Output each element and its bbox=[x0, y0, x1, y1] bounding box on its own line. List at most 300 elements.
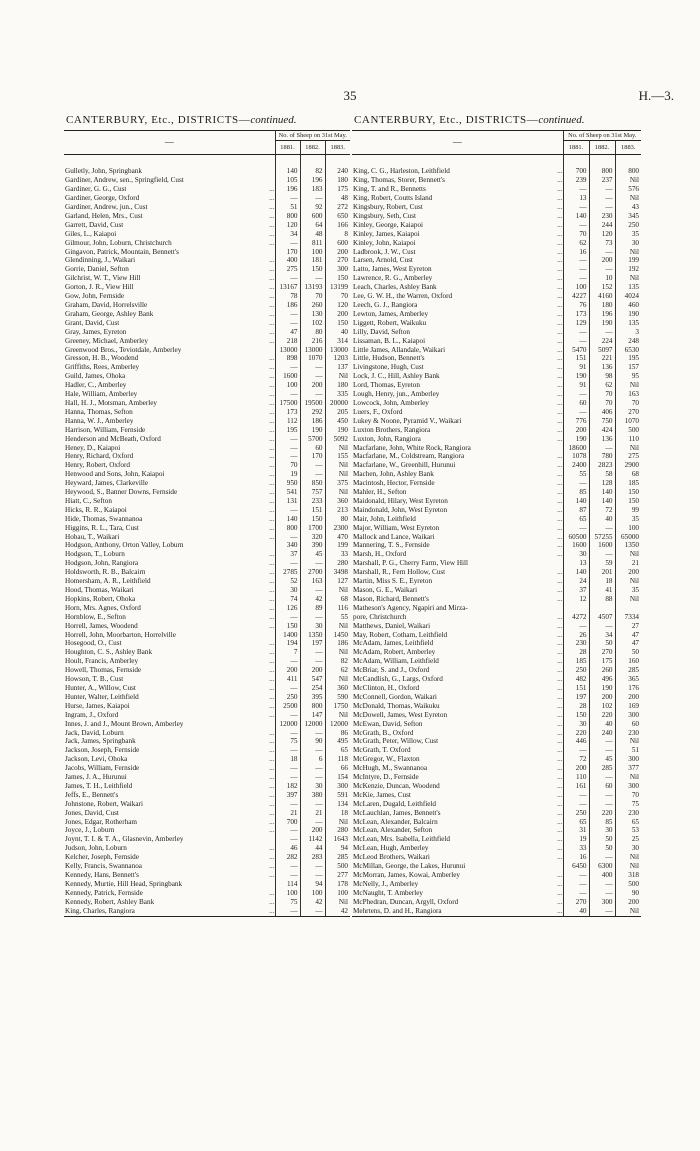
count-1882: 6300 bbox=[589, 862, 615, 871]
count-1883: 13199 bbox=[325, 283, 350, 292]
count-1882: — bbox=[589, 622, 615, 631]
leader-dots: ... bbox=[269, 817, 275, 826]
holder-name: Hiatt, C., Sefton bbox=[65, 496, 112, 505]
count-1882: 102 bbox=[300, 319, 325, 328]
table-row bbox=[352, 239, 641, 248]
count-1882: 5097 bbox=[589, 346, 615, 355]
count-1883: 300 bbox=[325, 265, 350, 274]
table-row bbox=[64, 622, 350, 631]
count-1881: — bbox=[275, 435, 300, 444]
table-row bbox=[64, 248, 350, 257]
holder-name: McLaren, Dugald, Leithfield bbox=[353, 799, 437, 808]
count-1881: — bbox=[275, 319, 300, 328]
count-1883: 70 bbox=[615, 399, 641, 408]
holder-name: McAdam, Robert, Amberley bbox=[353, 648, 436, 657]
holder-name: McLauchlan, James, Bennett's bbox=[353, 808, 441, 817]
count-1883: 150 bbox=[615, 488, 641, 497]
count-1882: 150 bbox=[300, 515, 325, 524]
leader-dots: ... bbox=[557, 630, 563, 639]
leader-dots: ... bbox=[557, 203, 563, 212]
table-row bbox=[64, 568, 350, 577]
count-1881: 397 bbox=[275, 791, 300, 800]
count-1883: 190 bbox=[325, 426, 350, 435]
count-1881: — bbox=[275, 363, 300, 372]
leader-dots: ... bbox=[269, 265, 275, 274]
holder-name: Gilmour, John, Loburn, Christchurch bbox=[65, 238, 172, 247]
table-row bbox=[64, 862, 350, 871]
holder-name: Gorton, J. R., View Hill bbox=[65, 283, 134, 292]
leader-dots: ... bbox=[557, 817, 563, 826]
table-row bbox=[352, 256, 641, 265]
count-1882: — bbox=[300, 194, 325, 203]
leader-dots: ... bbox=[557, 425, 563, 434]
holder-name: Kingsbury, Seth, Cust bbox=[353, 211, 417, 220]
left-table-body bbox=[64, 155, 350, 916]
leader-dots: ... bbox=[557, 692, 563, 701]
count-1881: 120 bbox=[275, 221, 300, 230]
year-header-1881: 1881. bbox=[275, 141, 300, 155]
leader-dots: ... bbox=[557, 238, 563, 247]
table-row bbox=[352, 533, 641, 542]
count-1881: 6450 bbox=[563, 862, 589, 871]
holder-name: McMillan, George, the Lakes, Hurunui bbox=[353, 862, 466, 871]
leader-dots: ... bbox=[269, 550, 275, 559]
count-1882: 128 bbox=[589, 479, 615, 488]
holder-name: Gilchrist, W. T., View Hill bbox=[65, 274, 141, 283]
holder-name: Maindonald, John, West Eyreton bbox=[353, 505, 448, 514]
count-1882: 136 bbox=[589, 363, 615, 372]
table-row bbox=[64, 310, 350, 319]
count-1881: 190 bbox=[563, 435, 589, 444]
count-1882: 18 bbox=[589, 577, 615, 586]
count-1883: 68 bbox=[615, 470, 641, 479]
count-1882: 220 bbox=[589, 711, 615, 720]
count-1881: 60500 bbox=[563, 533, 589, 542]
holder-name: McLean, Mrs. Isabella, Leithfield bbox=[353, 835, 450, 844]
count-1883: 127 bbox=[325, 577, 350, 586]
table-row bbox=[352, 372, 641, 381]
count-1881: 16 bbox=[563, 248, 589, 257]
holder-name: Mair, John, Leithfield bbox=[353, 514, 416, 523]
count-1883: 200 bbox=[615, 568, 641, 577]
count-1882: 163 bbox=[300, 577, 325, 586]
holder-name: Mehrtens, D. and H., Rangiora bbox=[353, 906, 442, 915]
table-row bbox=[64, 746, 350, 755]
count-1883: 110 bbox=[615, 435, 641, 444]
count-1883: Nil bbox=[615, 737, 641, 746]
count-1882: 757 bbox=[300, 488, 325, 497]
count-1881: — bbox=[563, 185, 589, 194]
holder-name: Houghton, C. S., Ashley Bank bbox=[65, 648, 153, 657]
table-row bbox=[64, 497, 350, 506]
count-1883: Nil bbox=[615, 907, 641, 916]
count-1883: 70 bbox=[325, 292, 350, 301]
leader-dots: ... bbox=[269, 666, 275, 675]
table-row bbox=[64, 684, 350, 693]
leader-dots: ... bbox=[269, 238, 275, 247]
count-1883: 95 bbox=[615, 372, 641, 381]
holder-name: McEwan, David, Sefton bbox=[353, 719, 423, 728]
table-row bbox=[352, 889, 641, 898]
count-1883: 345 bbox=[615, 212, 641, 221]
count-1881: 239 bbox=[563, 176, 589, 185]
holder-name: McLean, Alexander, Balcairn bbox=[353, 817, 438, 826]
count-1881: 1400 bbox=[275, 631, 300, 640]
count-1882: 200 bbox=[589, 256, 615, 265]
count-1881: 200 bbox=[563, 426, 589, 435]
count-1882: 19500 bbox=[300, 399, 325, 408]
count-1882: 800 bbox=[589, 167, 615, 176]
count-1883: Nil bbox=[325, 488, 350, 497]
table-row bbox=[352, 185, 641, 194]
leader-dots: ... bbox=[557, 496, 563, 505]
leader-dots: ... bbox=[269, 470, 275, 479]
table-row bbox=[352, 622, 641, 631]
leader-dots bbox=[273, 248, 275, 257]
holder-name: McMorran, James, Kowai, Amberley bbox=[353, 871, 460, 879]
count-1883: 65000 bbox=[615, 533, 641, 542]
count-1881: 60 bbox=[563, 399, 589, 408]
table-row bbox=[64, 506, 350, 515]
table-row bbox=[64, 212, 350, 221]
table-row bbox=[352, 541, 641, 550]
count-1881: 140 bbox=[275, 167, 300, 176]
count-1881: 400 bbox=[275, 256, 300, 265]
count-1882: 283 bbox=[300, 853, 325, 862]
table-row bbox=[352, 301, 641, 310]
count-1881: 250 bbox=[275, 693, 300, 702]
count-1882: 170 bbox=[300, 452, 325, 461]
count-1883: 175 bbox=[325, 185, 350, 194]
count-1882: 2700 bbox=[300, 568, 325, 577]
count-1882: 30 bbox=[300, 782, 325, 791]
count-1882: 151 bbox=[300, 506, 325, 515]
count-1882: — bbox=[589, 737, 615, 746]
table-row bbox=[352, 479, 641, 488]
count-1882: — bbox=[589, 791, 615, 800]
count-1882: 130 bbox=[300, 310, 325, 319]
count-1881: — bbox=[563, 871, 589, 880]
count-1883: 100 bbox=[615, 524, 641, 533]
table-row bbox=[64, 301, 350, 310]
sheep-count-header: No. of Sheep on 31st May. bbox=[275, 131, 350, 141]
count-1881: 12 bbox=[563, 595, 589, 604]
count-1881: 161 bbox=[563, 782, 589, 791]
table-row bbox=[64, 764, 350, 773]
count-1882: 496 bbox=[589, 675, 615, 684]
holder-name: Lord, Thomas, Eyreton bbox=[353, 381, 420, 390]
table-row bbox=[352, 292, 641, 301]
holder-name: pore, Christchurch bbox=[353, 612, 407, 621]
leader-dots: ... bbox=[269, 443, 275, 452]
table-row bbox=[352, 399, 641, 408]
count-1883: 180 bbox=[325, 176, 350, 185]
count-1883: 2900 bbox=[615, 461, 641, 470]
count-1881: 270 bbox=[563, 898, 589, 907]
leader-dots: ... bbox=[557, 594, 563, 603]
count-1882: — bbox=[300, 657, 325, 666]
table-row bbox=[352, 720, 641, 729]
count-1883: Nil bbox=[325, 675, 350, 684]
count-1882: 1142 bbox=[300, 835, 325, 844]
table-row bbox=[64, 800, 350, 809]
leader-dots: ... bbox=[269, 728, 275, 737]
table-row bbox=[64, 809, 350, 818]
count-1882: 45 bbox=[300, 550, 325, 559]
count-1882: — bbox=[300, 764, 325, 773]
table-row bbox=[352, 613, 641, 622]
holder-name: Hall, H. J., Motsman, Amberley bbox=[65, 398, 158, 407]
leader-dots: ... bbox=[557, 514, 563, 523]
count-1883: 365 bbox=[615, 675, 641, 684]
count-1883: Nil bbox=[615, 194, 641, 203]
holder-name: Henderson and McBeath, Oxford bbox=[65, 434, 161, 443]
table-row bbox=[352, 871, 641, 880]
holder-name: Kinley, George, Kaiapoi bbox=[353, 220, 424, 229]
table-row bbox=[352, 755, 641, 764]
leader-dots: ... bbox=[557, 336, 563, 345]
holder-name: Hood, Thomas, Waikari bbox=[65, 586, 134, 594]
holder-name: McGrath, T. Oxford bbox=[353, 746, 411, 755]
leader-dots: ... bbox=[269, 773, 275, 782]
count-1882: 244 bbox=[589, 221, 615, 230]
leader-dots: ... bbox=[557, 167, 563, 176]
count-1881: 1078 bbox=[563, 452, 589, 461]
count-1882: 82 bbox=[300, 167, 325, 176]
table-row bbox=[352, 212, 641, 221]
count-1881: 52 bbox=[275, 577, 300, 586]
count-1883: 166 bbox=[325, 221, 350, 230]
count-1883: 80 bbox=[325, 515, 350, 524]
leader-dots: ... bbox=[269, 532, 275, 541]
count-1882: — bbox=[300, 390, 325, 399]
holder-name: Hanna, Thomas, Sefton bbox=[65, 407, 133, 416]
count-1883: 186 bbox=[325, 639, 350, 648]
holder-name: McPhedran, Duncan, Argyll, Oxford bbox=[353, 897, 459, 906]
table-row bbox=[64, 221, 350, 230]
holder-name: Luers, F., Oxford bbox=[353, 407, 403, 416]
leader-dots: ... bbox=[269, 675, 275, 684]
holder-name: Lukey & Noone, Pyramid V., Waikari bbox=[353, 416, 462, 425]
count-1883: 1350 bbox=[615, 541, 641, 550]
count-1882: — bbox=[300, 907, 325, 916]
table-row bbox=[352, 595, 641, 604]
holder-name: Horrell, John, Moorbarton, Horrelville bbox=[65, 630, 176, 639]
count-1883: 135 bbox=[615, 319, 641, 328]
count-1881: — bbox=[563, 746, 589, 755]
holder-name: King, Charles, Rangiora bbox=[65, 906, 135, 915]
holder-name: Guild, James, Ohoka bbox=[65, 372, 126, 381]
count-1881: 140 bbox=[275, 515, 300, 524]
count-1882: 100 bbox=[300, 248, 325, 257]
count-1882: 70 bbox=[589, 399, 615, 408]
holder-name: Joynt, T. I. & T. A., Glasnevin, Amberley bbox=[65, 835, 184, 844]
table-row bbox=[64, 488, 350, 497]
leader-dots: ... bbox=[557, 568, 563, 577]
holder-name: Livingstone, Hugh, Cust bbox=[353, 363, 424, 372]
leader-dots: ... bbox=[557, 176, 563, 185]
count-1882: 190 bbox=[589, 684, 615, 693]
table-row bbox=[352, 167, 641, 176]
count-1881: 185 bbox=[563, 657, 589, 666]
holder-name: Lawrence, R. G., Amberley bbox=[353, 274, 433, 283]
count-1882: 58 bbox=[589, 470, 615, 479]
count-1883: 213 bbox=[325, 506, 350, 515]
table-row bbox=[352, 461, 641, 470]
table-row bbox=[352, 586, 641, 595]
holder-name: Hurse, James, Kaiapoi bbox=[65, 701, 130, 710]
table-row bbox=[352, 693, 641, 702]
holder-name: Joyce, J., Loburn bbox=[65, 826, 115, 835]
count-1883: 68 bbox=[325, 595, 350, 604]
count-1882: 200 bbox=[300, 381, 325, 390]
table-row bbox=[352, 800, 641, 809]
count-1883: 1450 bbox=[325, 631, 350, 640]
count-1882: 221 bbox=[589, 354, 615, 363]
table-row bbox=[64, 720, 350, 729]
leader-dots: ... bbox=[269, 496, 275, 505]
count-1881: — bbox=[275, 506, 300, 515]
holder-name: James, J. A., Hurunui bbox=[65, 773, 127, 782]
count-1882: 120 bbox=[589, 230, 615, 239]
left-column bbox=[64, 114, 350, 917]
holder-name: McDonald, Thomas, Waikuku bbox=[353, 701, 440, 710]
count-1882: 62 bbox=[589, 381, 615, 390]
count-1881: — bbox=[275, 826, 300, 835]
count-1882: 270 bbox=[589, 648, 615, 657]
count-1882: 196 bbox=[589, 310, 615, 319]
holder-name: Kelly, Francis, Swannanoa bbox=[65, 862, 142, 871]
count-1882: 41 bbox=[589, 586, 615, 595]
holder-name: McLeod Brothers, Waikari bbox=[353, 853, 430, 862]
holder-name: Jackson, Joseph, Fernside bbox=[65, 746, 140, 755]
leader-dots: ... bbox=[269, 523, 275, 532]
count-1882: 190 bbox=[589, 319, 615, 328]
count-1883: 377 bbox=[615, 764, 641, 773]
leader-dots bbox=[273, 835, 275, 844]
count-1882: 88 bbox=[589, 595, 615, 604]
leader-dots: ... bbox=[557, 185, 563, 194]
count-1883: 60 bbox=[615, 720, 641, 729]
count-1883: 154 bbox=[325, 773, 350, 782]
holder-name: Hobau, T., Waikari bbox=[65, 532, 120, 541]
leader-dots: ... bbox=[269, 710, 275, 719]
count-1883: 1750 bbox=[325, 702, 350, 711]
leader-dots: ... bbox=[557, 541, 563, 550]
leader-dots: ... bbox=[269, 639, 275, 648]
leader-dots: ... bbox=[269, 185, 275, 194]
table-row bbox=[64, 461, 350, 470]
count-1883: 48 bbox=[325, 194, 350, 203]
count-1883: 300 bbox=[615, 711, 641, 720]
count-1883: 199 bbox=[615, 256, 641, 265]
holder-name: Jones, David, Cust bbox=[65, 808, 119, 817]
count-1882: 183 bbox=[300, 185, 325, 194]
table-row bbox=[64, 533, 350, 542]
count-1883: 576 bbox=[615, 185, 641, 194]
count-1882: 200 bbox=[300, 666, 325, 675]
count-1883: 55 bbox=[325, 613, 350, 622]
count-1883: 94 bbox=[325, 844, 350, 853]
count-1882: — bbox=[300, 586, 325, 595]
holder-name: Horn, Mrs. Agnes, Oxford bbox=[65, 603, 141, 612]
count-1881: 33 bbox=[563, 844, 589, 853]
count-1881: 100 bbox=[563, 283, 589, 292]
count-1883: 600 bbox=[325, 239, 350, 248]
leader-dots: ... bbox=[557, 906, 563, 915]
leader-dots: ... bbox=[269, 434, 275, 443]
holder-name: Garland, Helen, Mrs., Cust bbox=[65, 211, 143, 220]
count-1881: 34 bbox=[275, 230, 300, 239]
count-1881: 51 bbox=[275, 203, 300, 212]
holder-name: McConnell, Gordon, Waikari bbox=[353, 692, 437, 701]
table-row bbox=[64, 871, 350, 880]
leader-dots: ... bbox=[269, 871, 275, 879]
leader-dots: ... bbox=[269, 826, 275, 835]
count-1882: 237 bbox=[589, 176, 615, 185]
leader-dots: ... bbox=[269, 390, 275, 399]
count-1883: 51 bbox=[615, 746, 641, 755]
count-1882: 70 bbox=[300, 292, 325, 301]
leader-dots: ... bbox=[557, 390, 563, 399]
count-1881: 2400 bbox=[563, 461, 589, 470]
leader-dots: ... bbox=[269, 229, 275, 238]
table-row bbox=[352, 657, 641, 666]
count-1882: 102 bbox=[589, 702, 615, 711]
table-row bbox=[352, 283, 641, 292]
count-1881: 100 bbox=[275, 889, 300, 898]
count-1882: 89 bbox=[300, 604, 325, 613]
count-1881: 85 bbox=[563, 488, 589, 497]
count-1882: — bbox=[300, 363, 325, 372]
table-row bbox=[64, 844, 350, 853]
count-1881: 218 bbox=[275, 337, 300, 346]
count-1881: — bbox=[563, 791, 589, 800]
count-1883: 230 bbox=[615, 809, 641, 818]
table-row bbox=[64, 381, 350, 390]
leader-dots: ... bbox=[269, 301, 275, 309]
count-1881: — bbox=[563, 800, 589, 809]
table-row bbox=[64, 702, 350, 711]
count-1882: 13000 bbox=[300, 346, 325, 355]
holder-name: Ingram, J., Oxford bbox=[65, 710, 119, 719]
holder-name: Greeney, Michael, Amberley bbox=[65, 336, 148, 345]
leader-dots bbox=[273, 167, 275, 176]
count-1881: 13 bbox=[563, 194, 589, 203]
count-1881: 110 bbox=[563, 773, 589, 782]
leader-dots bbox=[273, 880, 275, 889]
holder-name: Innes, J. and J., Mount Brown, Amberley bbox=[65, 719, 184, 728]
table-row bbox=[352, 488, 641, 497]
table-row bbox=[352, 648, 641, 657]
count-1882: 220 bbox=[589, 809, 615, 818]
table-row bbox=[352, 559, 641, 568]
count-1882: 186 bbox=[300, 417, 325, 426]
holder-name: McKenzie, Duncan, Woodend bbox=[353, 781, 440, 790]
count-1881: 196 bbox=[275, 185, 300, 194]
count-1881: 30 bbox=[563, 550, 589, 559]
count-1882: 216 bbox=[300, 337, 325, 346]
table-row bbox=[64, 372, 350, 381]
holder-name: Gardiner, G. G., Cust bbox=[65, 185, 127, 194]
count-1883: Nil bbox=[325, 898, 350, 907]
table-row bbox=[64, 194, 350, 203]
holder-name: McNaught, T. Amberley bbox=[353, 888, 423, 897]
leader-dots: ... bbox=[269, 220, 275, 229]
count-1881: 4272 bbox=[563, 613, 589, 622]
count-1882: 547 bbox=[300, 675, 325, 684]
count-1881: 19 bbox=[275, 470, 300, 479]
